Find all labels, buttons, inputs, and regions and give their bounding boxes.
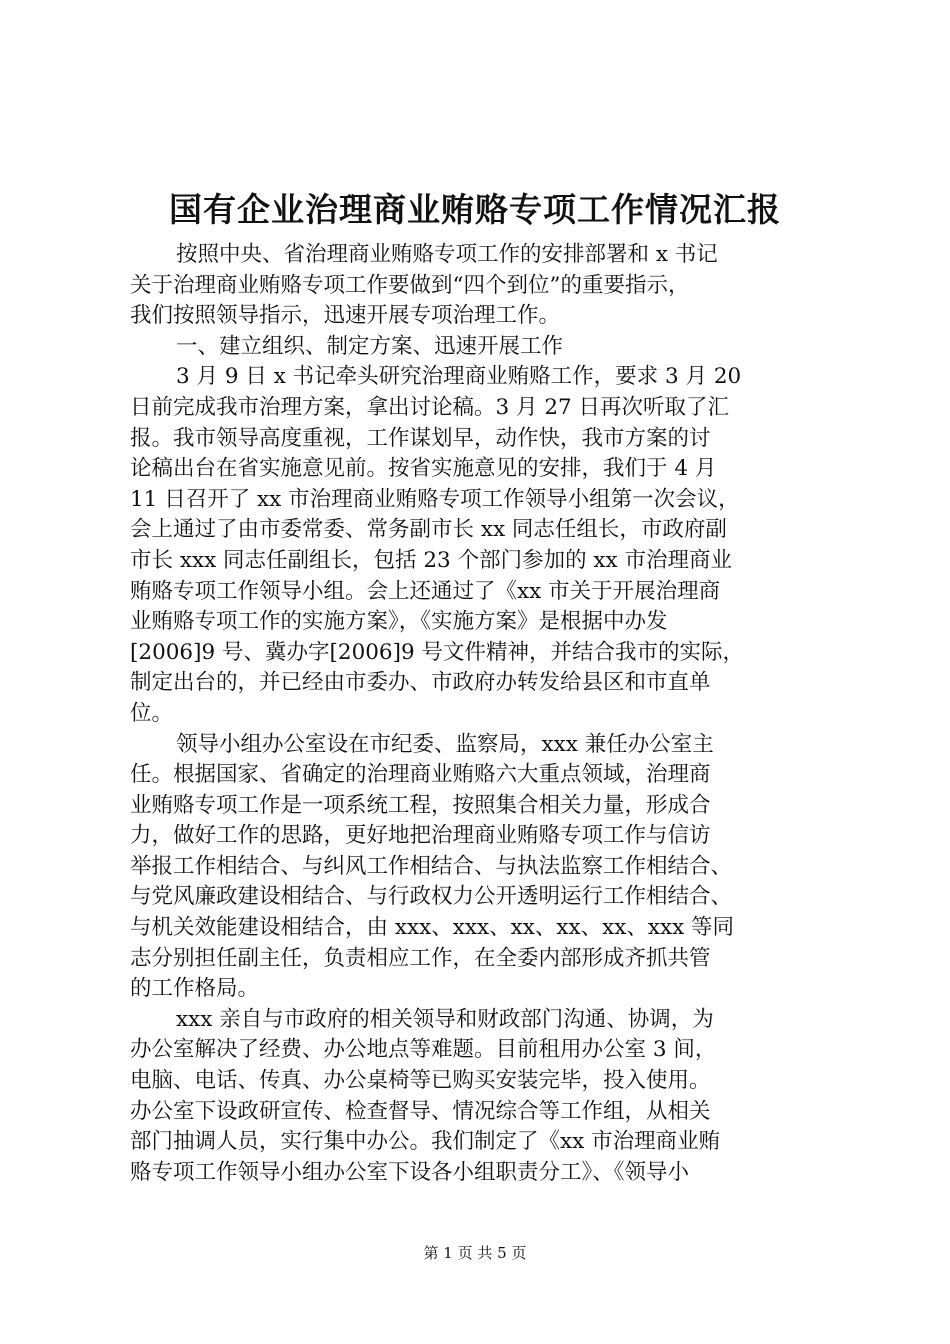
- document-body: [130, 240, 830, 1188]
- text-line: 办公室下设政研宣传、检查督导、情况综合等工作组，从相关: [130, 1098, 711, 1124]
- text-line: 办公室解决了经费、办公地点等难题。目前租用办公室 3 间，: [130, 1037, 717, 1063]
- text-line: 11 日召开了 xx 市治理商业贿赂专项工作领导小组第一次会议，: [130, 486, 740, 512]
- text-line: 力，做好工作的思路，更好地把治理商业贿赂专项工作与信访: [130, 823, 711, 849]
- text-line: 举报工作相结合、与纠风工作相结合、与执法监察工作相结合、: [130, 853, 733, 879]
- text-line: 电脑、电话、传真、办公桌椅等已购买安装完毕，投入使用。: [130, 1068, 711, 1094]
- text-line: 报。我市领导高度重视，工作谋划早，动作快，我市方案的讨: [130, 425, 711, 451]
- text-line: 市长 xxx 同志任副组长，包括 23 个部门参加的 xx 市治理商业: [130, 547, 732, 573]
- text-line: 与党风廉政建设相结合、与行政权力公开透明运行工作相结合、: [130, 884, 733, 910]
- text-line: 制定出台的，并已经由市委办、市政府办转发给县区和市直单: [130, 670, 711, 696]
- text-line: 日前完成我市治理方案，拿出讨论稿。3 月 27 日再次听取了汇: [130, 394, 730, 420]
- text-line: 领导小组办公室设在市纪委、监察局，xxx 兼任办公室主: [176, 731, 714, 757]
- text-line: 业贿赂专项工作的实施方案》，《实施方案》是根据中办发: [130, 609, 668, 635]
- text-line: 志分别担任副主任，负责相应工作，在全委内部形成齐抓共管: [130, 945, 711, 971]
- text-line: 位。: [130, 700, 174, 726]
- text-line: 贿赂专项工作领导小组。会上还通过了《xx 市关于开展治理商: [130, 578, 721, 604]
- text-line: 会上通过了由市委常委、常务副市长 xx 同志任组长，市政府副: [130, 517, 727, 543]
- text-line: 的工作格局。: [130, 976, 260, 1002]
- text-line: [2006]9 号、冀办字[2006]9 号文件精神，并结合我市的实际，: [130, 639, 745, 665]
- text-line: 与机关效能建设相结合，由 xxx、xxx、xx、xx、xx、xxx 等同: [130, 915, 735, 941]
- page-footer: 第 1 页 共 5 页: [423, 1244, 527, 1262]
- text-line: 我们按照领导指示，迅速开展专项治理工作。: [130, 303, 561, 329]
- text-line: 业贿赂专项工作是一项系统工程，按照集合相关力量，形成合: [130, 792, 711, 818]
- text-line: 按照中央、省治理商业贿赂专项工作的安排部署和 x 书记: [176, 242, 718, 267]
- text-line: 关于治理商业贿赂专项工作要做到“四个到位”的重要指示，: [130, 272, 690, 298]
- document-title: 国有企业治理商业贿赂专项工作情况汇报: [169, 190, 781, 229]
- text-line: 3 月 9 日 x 书记牵头研究治理商业贿赂工作，要求 3 月 20: [176, 364, 742, 390]
- text-line: 任。根据国家、省确定的治理商业贿赂六大重点领域，治理商: [130, 762, 711, 788]
- text-line: 部门抽调人员，实行集中办公。我们制定了《xx 市治理商业贿: [130, 1129, 721, 1155]
- text-line: 赂专项工作领导小组办公室下设各小组职责分工》、《领导小: [130, 1159, 690, 1185]
- text-line: xxx 亲自与市政府的相关领导和财政部门沟通、协调，为: [176, 1006, 714, 1032]
- text-line: 一、建立组织、制定方案、迅速开展工作: [176, 333, 564, 359]
- text-line: 论稿出台在省实施意见前。按省实施意见的安排，我们于 4 月: [130, 456, 717, 482]
